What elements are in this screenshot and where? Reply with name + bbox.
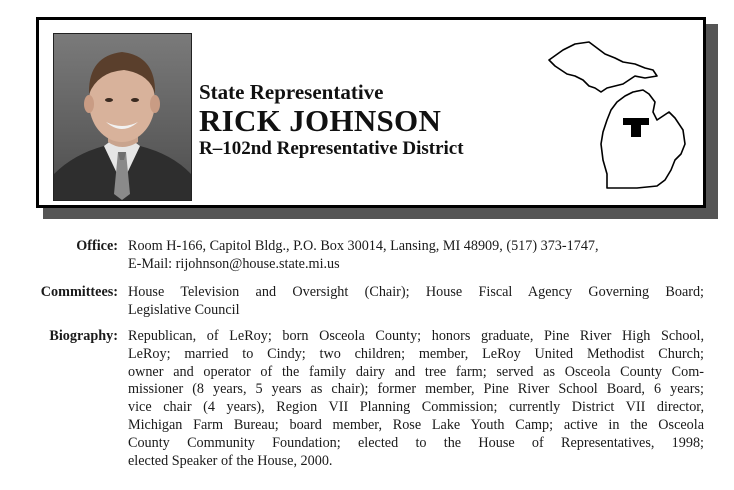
biography-line: LeRoy; married to Cindy; two children; member, LeRoy United Methodist Church; — [128, 345, 704, 362]
biography-line: County Community Foundation; elected to the House of Representatives, 1998; — [128, 434, 704, 451]
committees-value — [128, 284, 704, 320]
committees-line: House Television and Oversight (Chair); House Fiscal Agency Governing Board; — [128, 284, 704, 300]
biography-line: owner and operator of the family dairy and tree farm; served as Osceola County Com- — [128, 363, 704, 380]
office-value — [128, 238, 704, 274]
committees-label: Committees: — [40, 284, 118, 300]
biography-line: elected Speaker of the House, 2000. — [128, 452, 333, 469]
biography-line: Republican, of LeRoy; born Osceola County; honors graduate, Pine River High School, — [128, 328, 704, 344]
office-label: Office: — [76, 238, 118, 254]
representative-name: RICK JOHNSON — [199, 103, 442, 138]
biography-line: vice chair (4 years), Region VII Planning Commission; currently District VII director, — [128, 399, 704, 416]
header-box — [36, 17, 706, 208]
representative-photo — [53, 33, 192, 201]
biography-label: Biography: — [49, 328, 118, 344]
michigan-map-icon — [545, 40, 691, 192]
office-email-line: E-Mail: rijohnson@house.state.mi.us — [128, 255, 340, 272]
district-label: R–102nd Representative District — [199, 138, 464, 159]
portrait-icon — [54, 34, 191, 200]
biography-line: Michigan Farm Bureau; board member, Rose Lake Youth Camp; active in the Osceola — [128, 416, 704, 433]
biography-line: missioner (8 years, 5 years as chair); former member, Pine River School Board, 6 years; — [128, 381, 704, 398]
committees-line: Legislative Council — [128, 301, 240, 318]
biography-value — [128, 328, 704, 470]
office-line: Room H-166, Capitol Bldg., P.O. Box 30014, Lansing, MI 48909, (517) 373-1747, — [128, 238, 599, 254]
title-block — [199, 80, 464, 162]
position-title: State Representative — [199, 80, 384, 104]
